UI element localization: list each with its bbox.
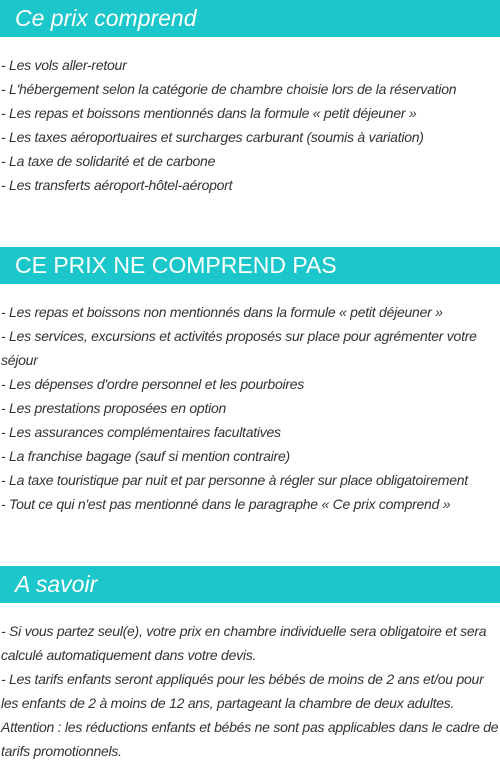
section-header-excludes: CE PRIX NE COMPREND PAS <box>0 247 500 284</box>
section-header-good-to-know: A savoir <box>0 566 500 603</box>
list-item: - Les transferts aéroport-hôtel-aéroport <box>1 177 233 193</box>
list-item: - Les repas et boissons mentionnés dans la formule « petit déjeuner » <box>1 105 417 121</box>
list-item: Attention : les réductions enfants et bébés ne sont pas applicables dans le cadre de tarifs promotionnels. <box>1 719 499 759</box>
list-item: - Les assurances complémentaires facultatives <box>1 424 281 440</box>
section-header-includes: Ce prix comprend <box>0 0 500 37</box>
list-item: - L'hébergement selon la catégorie de chambre choisie lors de la réservation <box>1 81 457 97</box>
list-item: - Les taxes aéroportuaires et surcharges carburant (soumis à variation) <box>1 129 424 145</box>
includes-list <box>1 53 499 197</box>
list-item: - Les vols aller-retour <box>1 57 127 73</box>
list-item: - La taxe touristique par nuit et par personne à régler sur place obligatoirement <box>1 472 468 488</box>
list-item: - La taxe de solidarité et de carbone <box>1 153 216 169</box>
list-item: - Les tarifs enfants seront appliqués pour les bébés de moins de 2 ans et/ou pour les enfants de 2 à moins de 12 ans, partageant la chambre de deux adultes. <box>1 671 484 711</box>
list-item: - Les prestations proposées en option <box>1 400 227 416</box>
list-item: - Les dépenses d'ordre personnel et les pourboires <box>1 376 305 392</box>
list-item: - Les services, excursions et activités proposés sur place pour agrémenter votre séjour <box>1 328 477 368</box>
list-item: - Tout ce qui n'est pas mentionné dans le paragraphe « Ce prix comprend » <box>1 496 451 512</box>
list-item: - Les repas et boissons non mentionnés dans la formule « petit déjeuner » <box>1 304 443 320</box>
good-to-know-list <box>1 619 499 763</box>
list-item: - La franchise bagage (sauf si mention contraire) <box>1 448 290 464</box>
excludes-list <box>1 300 499 516</box>
list-item: - Si vous partez seul(e), votre prix en chambre individuelle sera obligatoire et sera calculé automatiquement dans votre devis. <box>1 623 487 663</box>
